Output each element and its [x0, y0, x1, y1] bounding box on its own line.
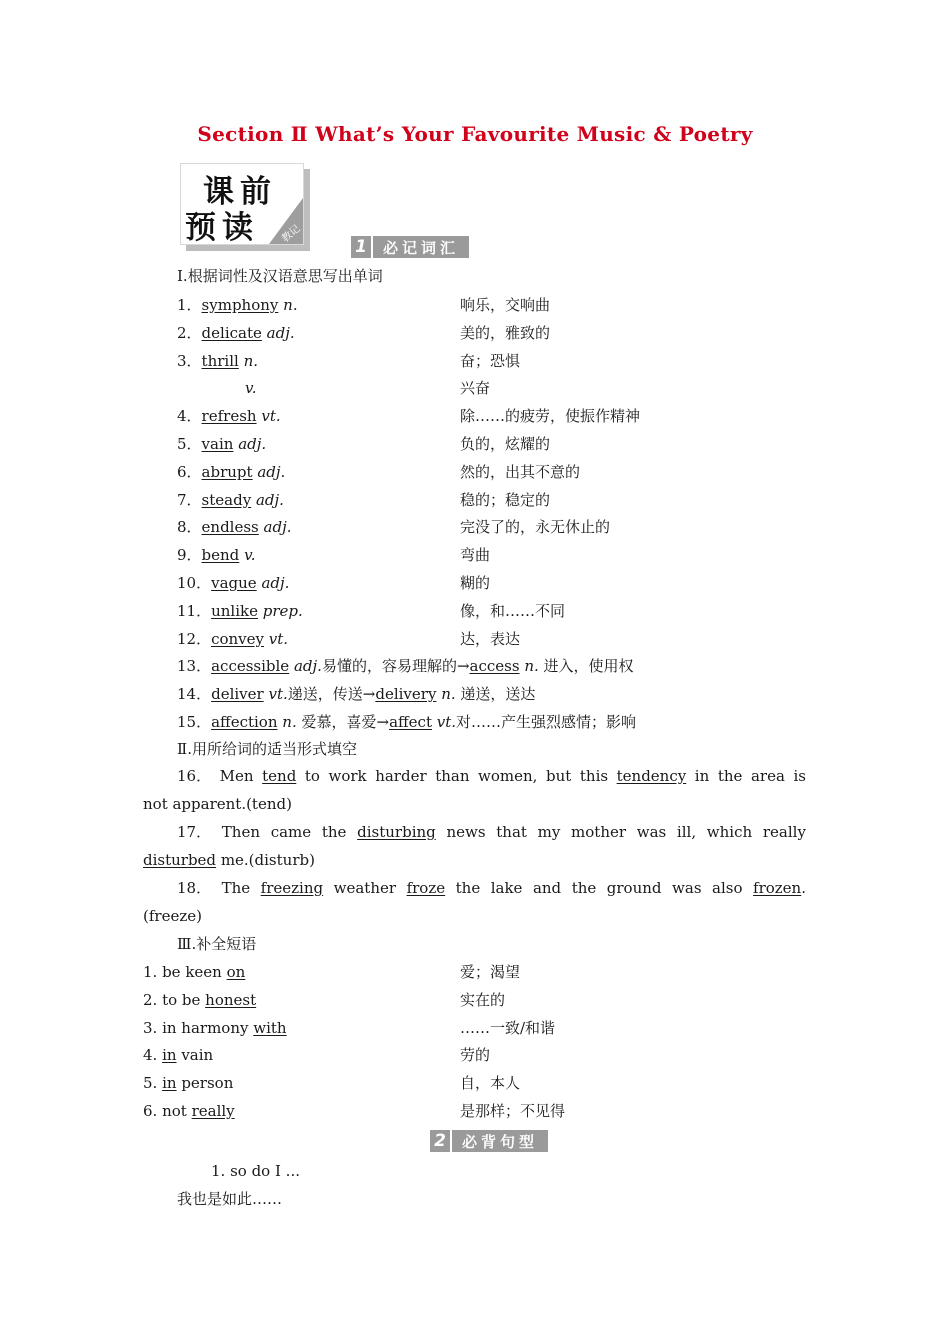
phrase-meaning: 自，本人	[460, 1074, 521, 1093]
word: mother	[571, 823, 627, 841]
word: is	[793, 767, 806, 785]
word: weather	[333, 879, 397, 897]
vocab-meaning: 除……的疲劳，使振作精神	[460, 407, 641, 426]
part-of-speech: adj.	[266, 323, 295, 342]
answer-word: in	[162, 1074, 177, 1093]
item-number: 14．	[177, 685, 212, 703]
phrase-text: in harmony	[157, 1018, 254, 1037]
phrase-text: vain	[176, 1046, 214, 1065]
part-of-speech: adj.	[261, 574, 290, 592]
vocab-item	[177, 629, 288, 649]
word: but	[546, 767, 572, 785]
logo-line1: 课前	[203, 174, 277, 210]
derived-item	[177, 656, 634, 676]
question-number: 17．	[177, 823, 212, 841]
answer-word: on	[226, 963, 246, 981]
answer-word: vague	[211, 574, 257, 592]
question-18	[177, 878, 806, 898]
word: than	[435, 767, 470, 785]
answer-word: bend	[201, 546, 240, 565]
meaning-2: 进入，使用权	[538, 657, 634, 675]
answer-word: vain	[201, 435, 234, 453]
part1-heading: Ⅰ.根据词性及汉语意思写出单词	[177, 267, 383, 285]
vocab-item	[177, 490, 284, 510]
section-banner-sentences	[430, 1130, 548, 1152]
vocab-meaning: 奋；恐惧	[460, 351, 521, 370]
item-number: 12．	[177, 629, 212, 648]
logo-tag: 教记	[280, 223, 303, 245]
meaning: 易懂的，容易理解的→	[321, 657, 470, 675]
word: Then	[221, 823, 260, 841]
word: also	[712, 879, 743, 897]
answer: froze	[406, 879, 446, 897]
item-number: 4．	[177, 407, 202, 426]
vocab-item	[177, 434, 266, 454]
vocab-item	[177, 406, 281, 426]
vocab-meaning: 像，和……不同	[460, 601, 566, 620]
phrase-text: person	[176, 1074, 234, 1093]
meaning: 递送，传送→	[287, 685, 376, 703]
vocab-item	[177, 462, 285, 482]
question-18-cont: (freeze)	[143, 907, 202, 925]
part-of-speech: v.	[244, 546, 256, 565]
item-number: 2.	[143, 990, 158, 1009]
item-number: 1．	[177, 296, 202, 314]
item-number: 6.	[143, 1102, 158, 1120]
sentence-1-en: 1. so do I ...	[211, 1162, 300, 1180]
item-number: 13．	[177, 657, 212, 675]
word: the	[571, 879, 597, 897]
word: this	[579, 767, 609, 785]
vocab-meaning: 美的，雅致的	[460, 323, 551, 342]
phrase-item	[143, 1045, 213, 1065]
vocab-meaning: 负的，炫耀的	[460, 435, 551, 453]
word: my	[537, 823, 561, 841]
meaning-2: 递送，送达	[455, 685, 536, 703]
word: lake	[490, 879, 523, 897]
word: harder	[375, 767, 427, 785]
phrase-item	[143, 990, 256, 1010]
item-number: 3．	[177, 351, 202, 370]
answer-word-2: access	[469, 657, 520, 675]
vocab-meaning: 稳的；稳定的	[460, 490, 551, 509]
answer-word: in	[162, 1046, 177, 1065]
answer-word: honest	[205, 990, 257, 1009]
section-banner-vocab	[351, 236, 469, 258]
answer: disturbed	[143, 851, 217, 869]
answer-word: delicate	[201, 323, 262, 342]
part-of-speech: adj.	[255, 490, 284, 509]
phrase-item	[143, 962, 245, 982]
part-of-speech: adj.	[263, 518, 292, 537]
word: that	[496, 823, 527, 841]
phrase-item	[143, 1073, 233, 1093]
word: women,	[478, 767, 538, 785]
phrase-meaning: ……一致/和谐	[460, 1018, 556, 1037]
word: came	[270, 823, 312, 841]
item-number: 6．	[177, 462, 202, 481]
question-number: 18．	[177, 879, 212, 897]
phrase-meaning: 实在的	[460, 990, 506, 1009]
vocab-item	[177, 545, 256, 565]
item-number: 7．	[177, 490, 202, 509]
meaning-2: 对……产生强烈感情；影响	[456, 713, 637, 731]
word: which	[706, 823, 753, 841]
vocab-meaning: 糊的	[460, 574, 491, 592]
phrase-meaning: 劳的	[460, 1046, 491, 1065]
part-of-speech-2: n.	[524, 657, 539, 675]
answer: disturbing	[357, 823, 436, 841]
item-number: 11．	[177, 601, 212, 620]
word: really	[762, 823, 806, 841]
vocab-meaning: 达，表达	[460, 629, 521, 648]
vocab-meaning: 响乐，交响曲	[460, 296, 551, 314]
word: to	[304, 767, 320, 785]
part-of-speech-2: n.	[441, 685, 456, 703]
derived-item	[177, 684, 535, 704]
phrase-item	[143, 1101, 235, 1121]
word: was	[672, 879, 702, 897]
part-of-speech: adj.	[238, 435, 267, 453]
item-number: 15．	[177, 713, 212, 731]
item-number: 3.	[143, 1018, 158, 1037]
part-of-speech: vt.	[261, 407, 281, 426]
answer: freezing	[260, 879, 324, 897]
banner-label: 必背句型	[452, 1130, 548, 1152]
item-number: 1.	[143, 963, 158, 981]
phrase-meaning: 爱；渴望	[460, 963, 521, 981]
answer-word: steady	[201, 490, 252, 509]
answer-word-2: delivery	[375, 685, 437, 703]
banner-number: 2	[430, 1130, 450, 1152]
answer-word: endless	[201, 518, 259, 537]
part-of-speech: prep.	[262, 601, 303, 620]
item-number: 10．	[177, 574, 212, 592]
answer-word: convey	[211, 629, 265, 648]
banner-number: 1	[351, 236, 371, 258]
item-number: 4.	[143, 1046, 158, 1065]
vocab-item	[177, 601, 303, 621]
part-of-speech: v.	[245, 379, 257, 398]
logo-card	[180, 163, 304, 245]
phrase-item	[143, 1018, 287, 1038]
answer: tendency	[616, 767, 687, 785]
part-of-speech: n.	[243, 351, 259, 370]
word: was	[636, 823, 667, 841]
question-17	[177, 822, 806, 842]
phrase-text: be keen	[157, 963, 227, 981]
question-16-cont: not apparent.(tend)	[143, 795, 292, 813]
word: the	[717, 767, 743, 785]
page-title: Section Ⅱ What’s Your Favourite Music & Poetry	[197, 122, 753, 146]
vocab-meaning: 兴奋	[460, 379, 491, 398]
answer-word: really	[191, 1102, 235, 1120]
derived-item	[177, 712, 636, 732]
part2-heading: Ⅱ.用所给词的适当形式填空	[177, 740, 357, 758]
answer-word: affection	[211, 713, 278, 731]
word: and	[532, 879, 562, 897]
answer-word: symphony	[201, 296, 279, 314]
meaning: 爱慕，喜爱→	[296, 713, 390, 731]
continuation: me.(disturb)	[216, 851, 315, 869]
part-of-speech: adj.	[293, 657, 322, 675]
part3-heading: Ⅲ.补全短语	[177, 935, 257, 953]
preview-logo	[180, 163, 310, 251]
vocab-meaning: 然的，出其不意的	[460, 462, 581, 481]
vocab-item	[177, 517, 292, 537]
question-number: 16．	[177, 767, 212, 785]
question-17-cont	[143, 850, 315, 870]
part-of-speech: vt.	[268, 685, 288, 703]
vocab-item	[177, 323, 295, 343]
phrase-meaning: 是那样；不见得	[460, 1102, 566, 1120]
answer: frozen	[753, 879, 802, 897]
sentence-1-cn: 我也是如此……	[177, 1190, 283, 1208]
word: area	[750, 767, 785, 785]
answer-word: accessible	[211, 657, 290, 675]
word: ground	[606, 879, 662, 897]
answer-word: refresh	[201, 407, 257, 426]
phrase-text: to be	[157, 990, 206, 1009]
answer-word: unlike	[211, 601, 258, 620]
item-number: 9．	[177, 546, 202, 565]
logo-line2: 预读	[185, 210, 259, 246]
vocab-item	[177, 351, 258, 371]
vocab-item	[177, 295, 298, 315]
part-of-speech: n.	[282, 713, 297, 731]
banner-label: 必记词汇	[373, 236, 469, 258]
part-of-speech: n.	[283, 296, 298, 314]
item-number: 5．	[177, 435, 202, 453]
word: the	[321, 823, 347, 841]
word: news	[446, 823, 486, 841]
word: ill,	[676, 823, 697, 841]
item-number: 8．	[177, 518, 202, 537]
period: .	[801, 879, 806, 897]
part-of-speech: vt.	[268, 629, 289, 648]
item-number: 5.	[143, 1074, 158, 1093]
answer-with-period	[753, 878, 806, 898]
word: Men	[219, 767, 254, 785]
answer-word: with	[253, 1018, 287, 1037]
word: The	[221, 879, 251, 897]
part-of-speech: adj.	[257, 462, 286, 481]
answer-word: deliver	[211, 685, 264, 703]
answer-word-2: affect	[389, 713, 432, 731]
answer-word: thrill	[201, 351, 239, 370]
item-number: 2．	[177, 323, 202, 342]
answer: tend	[262, 767, 297, 785]
vocab-meaning: 弯曲	[460, 546, 491, 565]
phrase-text: not	[157, 1102, 192, 1120]
word: work	[328, 767, 367, 785]
word: the	[455, 879, 481, 897]
vocab-meaning: 完没了的，永无休止的	[460, 518, 611, 537]
part-of-speech-2: vt.	[436, 713, 457, 731]
vocab-item	[177, 573, 289, 593]
question-16	[177, 766, 806, 786]
answer-word: abrupt	[201, 462, 253, 481]
word: in	[694, 767, 710, 785]
